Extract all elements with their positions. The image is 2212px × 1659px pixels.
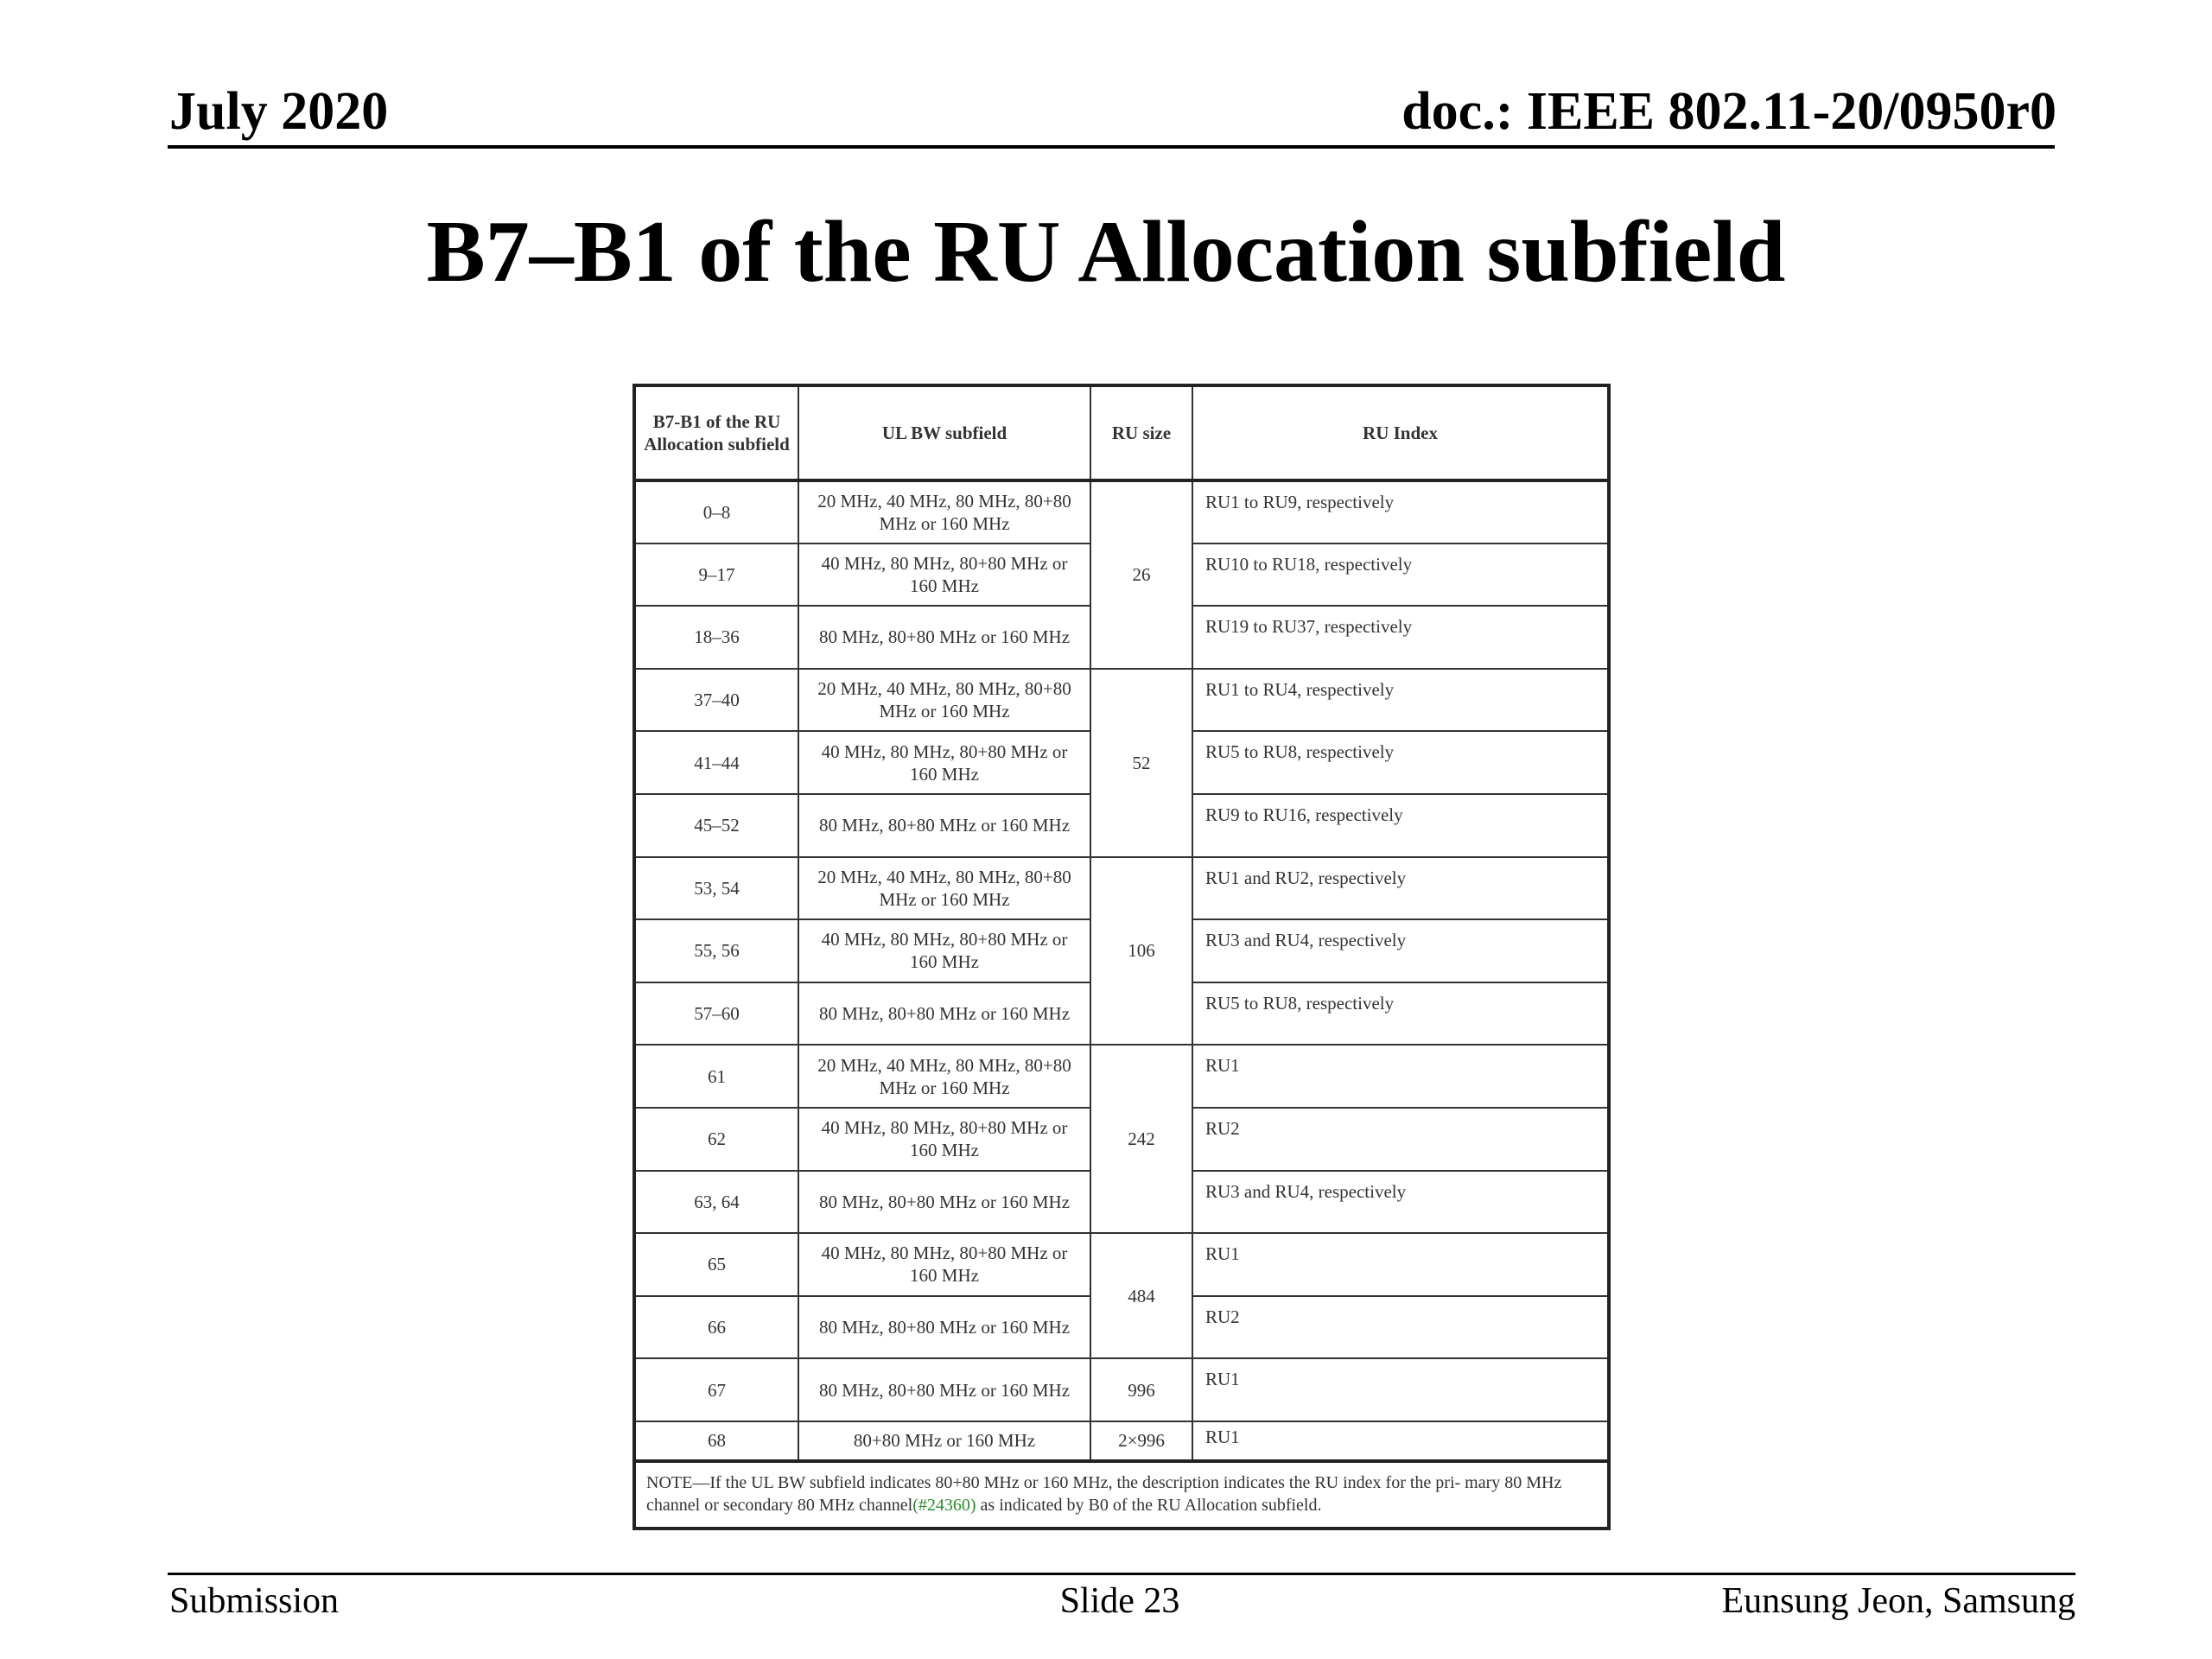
cell-b7b1: 62 (634, 1108, 798, 1171)
cell-b7b1: 55, 56 (634, 919, 798, 982)
header-divider (168, 145, 2055, 149)
cell-ul-bw: 80+80 MHz or 160 MHz (798, 1421, 1090, 1461)
table-row (634, 669, 1609, 732)
cell-ru-index: RU1 (1192, 1421, 1609, 1461)
table-row (634, 480, 1609, 543)
cell-b7b1: 45–52 (634, 794, 798, 857)
footer-submission: Submission (169, 1581, 340, 1621)
cell-b7b1: 18–36 (634, 606, 798, 669)
header-date: July 2020 (169, 82, 389, 141)
cell-ru-size: 996 (1090, 1358, 1192, 1421)
cell-b7b1: 61 (634, 1045, 798, 1108)
table-row (634, 857, 1609, 920)
table-header-row (634, 385, 1609, 480)
cell-ul-bw: 80 MHz, 80+80 MHz or 160 MHz (798, 1171, 1090, 1234)
cell-b7b1: 37–40 (634, 669, 798, 732)
cell-ul-bw: 20 MHz, 40 MHz, 80 MHz, 80+80 MHz or 160 MHz (798, 1045, 1090, 1108)
cell-ru-size: 242 (1090, 1045, 1192, 1233)
header-ru-index: RU Index (1192, 385, 1609, 480)
cell-b7b1: 53, 54 (634, 857, 798, 920)
cell-b7b1: 9–17 (634, 543, 798, 607)
slide-title: B7–B1 of the RU Allocation subfield (426, 203, 1786, 301)
cell-ru-index: RU2 (1192, 1108, 1609, 1171)
table-note (634, 1461, 1609, 1529)
cell-ru-size: 484 (1090, 1233, 1192, 1358)
cell-ru-index: RU1 (1192, 1233, 1609, 1296)
cell-ul-bw: 40 MHz, 80 MHz, 80+80 MHz or 160 MHz (798, 543, 1090, 607)
cell-b7b1: 68 (634, 1421, 798, 1461)
table-note-row (634, 1461, 1609, 1529)
cell-b7b1: 63, 64 (634, 1171, 798, 1234)
note-reference: (#24360) (912, 1495, 976, 1515)
cell-ru-index: RU5 to RU8, respectively (1192, 982, 1609, 1046)
note-text-2: as indicated by B0 of the RU Allocation subfield. (976, 1495, 1322, 1515)
ru-allocation-table (632, 384, 1611, 1530)
cell-ul-bw: 20 MHz, 40 MHz, 80 MHz, 80+80 MHz or 160 MHz (798, 857, 1090, 920)
cell-ru-index: RU1 (1192, 1045, 1609, 1108)
cell-ul-bw: 20 MHz, 40 MHz, 80 MHz, 80+80 MHz or 160 MHz (798, 669, 1090, 732)
cell-ru-size: 2×996 (1090, 1421, 1192, 1461)
footer-divider (168, 1573, 2075, 1575)
header-ru-size: RU size (1090, 385, 1192, 480)
cell-ul-bw: 80 MHz, 80+80 MHz or 160 MHz (798, 1358, 1090, 1421)
cell-ul-bw: 80 MHz, 80+80 MHz or 160 MHz (798, 982, 1090, 1046)
ru-allocation-table-container (632, 384, 1607, 1530)
cell-ul-bw: 40 MHz, 80 MHz, 80+80 MHz or 160 MHz (798, 1108, 1090, 1171)
cell-ru-index: RU2 (1192, 1296, 1609, 1359)
cell-b7b1: 41–44 (634, 731, 798, 794)
header-doc-id: doc.: IEEE 802.11-20/0950r0 (1402, 82, 2056, 141)
table-row (634, 1233, 1609, 1296)
cell-ru-index: RU1 to RU9, respectively (1192, 480, 1609, 543)
table-row (634, 1421, 1609, 1461)
cell-ul-bw: 80 MHz, 80+80 MHz or 160 MHz (798, 606, 1090, 669)
cell-b7b1: 67 (634, 1358, 798, 1421)
cell-ru-index: RU9 to RU16, respectively (1192, 794, 1609, 857)
cell-ru-index: RU3 and RU4, respectively (1192, 1171, 1609, 1234)
cell-ru-index: RU19 to RU37, respectively (1192, 606, 1609, 669)
table-row (634, 1045, 1609, 1108)
cell-ru-size: 52 (1090, 669, 1192, 857)
cell-ru-size: 106 (1090, 857, 1192, 1046)
header-ul-bw: UL BW subfield (798, 385, 1090, 480)
cell-ru-index: RU3 and RU4, respectively (1192, 919, 1609, 982)
cell-b7b1: 57–60 (634, 982, 798, 1046)
cell-b7b1: 66 (634, 1296, 798, 1359)
cell-ul-bw: 40 MHz, 80 MHz, 80+80 MHz or 160 MHz (798, 731, 1090, 794)
footer-author: Eunsung Jeon, Samsung (1721, 1581, 2075, 1621)
cell-ru-index: RU5 to RU8, respectively (1192, 731, 1609, 794)
header-b7b1: B7-B1 of the RU Allocation subfield (634, 385, 798, 480)
cell-ru-index: RU1 and RU2, respectively (1192, 857, 1609, 920)
table-row (634, 1358, 1609, 1421)
cell-ru-index: RU1 (1192, 1358, 1609, 1421)
cell-ul-bw: 40 MHz, 80 MHz, 80+80 MHz or 160 MHz (798, 919, 1090, 982)
cell-b7b1: 0–8 (634, 480, 798, 543)
cell-ul-bw: 40 MHz, 80 MHz, 80+80 MHz or 160 MHz (798, 1233, 1090, 1296)
cell-ru-index: RU10 to RU18, respectively (1192, 543, 1609, 607)
cell-ru-index: RU1 to RU4, respectively (1192, 669, 1609, 732)
cell-b7b1: 65 (634, 1233, 798, 1296)
footer-slide-number: Slide 23 (1059, 1581, 1180, 1621)
cell-ul-bw: 80 MHz, 80+80 MHz or 160 MHz (798, 794, 1090, 857)
cell-ru-size: 26 (1090, 480, 1192, 669)
cell-ul-bw: 80 MHz, 80+80 MHz or 160 MHz (798, 1296, 1090, 1359)
note-text-1: NOTE—If the UL BW subfield indicates 80+80 MHz or 160 MHz, the description indicates the RU index for the pri- mary 80 MHz channel or secondary 80 MHz channel (646, 1472, 1562, 1515)
cell-ul-bw: 20 MHz, 40 MHz, 80 MHz, 80+80 MHz or 160 MHz (798, 480, 1090, 543)
